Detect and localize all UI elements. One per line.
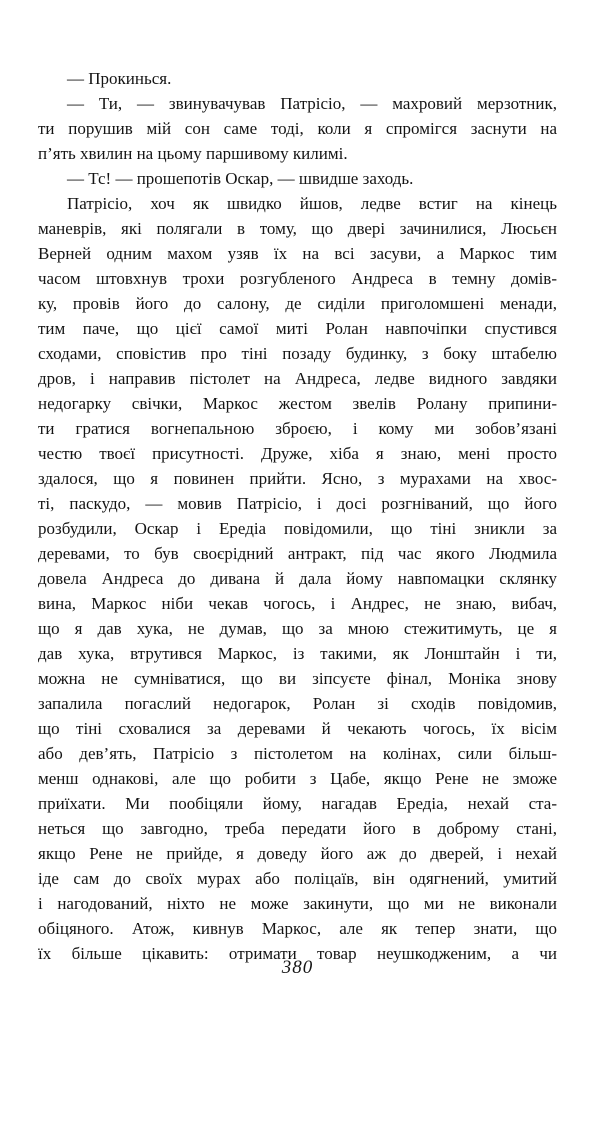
text-line: що я дав хука, не думав, що за мною стежитимуть, це я <box>38 619 557 638</box>
text-line: тим паче, що цієї самої миті Ролан навпочіпки спустився <box>38 319 557 338</box>
text-line: ку, провів його до салону, де сиділи приголомшені менади, <box>38 294 557 313</box>
text-line: обіцяного. Атож, кивнув Маркос, але як тепер знати, що <box>38 919 557 938</box>
text-line: недогарку свічки, Маркос жестом звелів Ролану припини- <box>38 394 557 413</box>
text-line: неться що завгодно, треба передати його в доброму стані, <box>38 819 557 838</box>
text-line: ти порушив мій сон саме тоді, коли я спромігся заснути на <box>38 119 557 138</box>
page-number: 380 <box>281 957 314 978</box>
text-line: сходами, сповістив про тіні позаду будинку, з боку штабелю <box>38 344 557 363</box>
text-line: приїхати. Ми пообіцяли йому, нагадав Ередіа, нехай ста- <box>38 794 557 813</box>
paragraph <box>38 66 557 91</box>
text-line: можна не сумніватися, що ви зіпсуєте фінал, Моніка знову <box>38 669 557 688</box>
text-line: що тіні сховалися за деревами й чекають чогось, їх вісім <box>38 719 557 738</box>
text-line: розбудили, Оскар і Ередіа повідомили, що тіні зникли за <box>38 519 557 538</box>
text-line: або дев’ять, Патрісіо з пістолетом на колінах, сили більш- <box>38 744 557 763</box>
page-text <box>38 66 557 966</box>
text-line: запалила погаслий недогарок, Ролан зі сходів повідомив, <box>38 694 557 713</box>
text-line: менш однакові, але що робити з Цабе, якщо Рене не зможе <box>38 769 557 788</box>
text-line: п’ять хвилин на цьому паршивому килимі. <box>38 144 348 163</box>
text-line: дров, і направив пістолет на Андреса, ледве видного завдяки <box>38 369 557 388</box>
text-line: ти гратися вогнепальною зброєю, і кому ми зобов’язані <box>38 419 557 438</box>
text-line: дав хука, втрутився Маркос, із такими, як Лонштайн і ти, <box>38 644 557 663</box>
text-line: іде сам до своїх мурах або поліцаїв, він одягнений, умитий <box>38 869 557 888</box>
text-line: їх більше цікавить: отримати товар неушкодженим, а чи <box>38 944 557 963</box>
text-line: якщо Рене не прийде, я доведу його аж до дверей, і нехай <box>38 844 557 863</box>
paragraph <box>38 91 557 166</box>
text-line: Верней одним махом узяв їх на всі засуви, а Маркос тим <box>38 244 557 263</box>
paragraph <box>38 191 557 966</box>
text-line: здалося, що я повинен прийти. Ясно, з мурахами на хвос- <box>38 469 557 488</box>
text-line: — Прокинься. <box>67 69 172 88</box>
text-line: довела Андреса до дивана й дала йому навпомацки склянку <box>38 569 557 588</box>
text-line: Патрісіо, хоч як швидко йшов, ледве встиг на кінець <box>67 194 557 213</box>
text-line: честю твоєї присутності. Друже, хіба я знаю, мені просто <box>38 444 557 463</box>
paragraph <box>38 166 557 191</box>
text-line: маневрів, які полягали в тому, що двері зачинилися, Люсьєн <box>38 219 557 238</box>
text-line: деревами, то був своєрідний антракт, під час якого Людмила <box>38 544 557 563</box>
text-line: ті, паскудо, — мовив Патрісіо, і досі розгніваний, що його <box>38 494 557 513</box>
text-line: часом штовхнув трохи розгубленого Андреса в темну домів- <box>38 269 557 288</box>
text-line: і нагодований, ніхто не може закинути, що ми не виконали <box>38 894 557 913</box>
text-line: вина, Маркос ніби чекав чогось, і Андрес, не знаю, вибач, <box>38 594 557 613</box>
text-line: — Тс! — прошепотів Оскар, — швидше заходь. <box>67 169 414 188</box>
text-line: — Ти, — звинувачував Патрісіо, — махровий мерзотник, <box>67 94 557 113</box>
